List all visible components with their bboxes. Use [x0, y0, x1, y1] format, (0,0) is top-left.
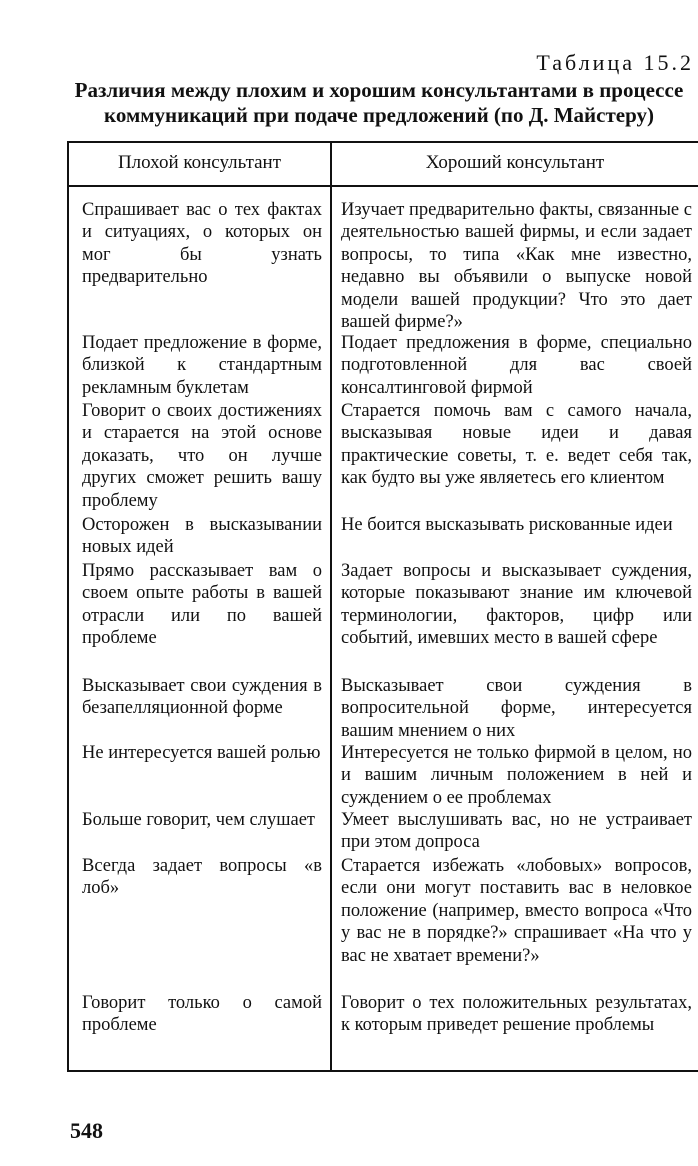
table-number: Таблица 15.2	[536, 50, 694, 75]
row-2-good: Подает предложения в форме, специально подготовленной для вас своей консалтинговой фирмой	[341, 333, 692, 398]
row-1-good: Изучает предварительно факты, связанные с деятельностью вашей фирмы, и если задает вопросы, то типа «Как мне известно, недавно вы объявили о выпуске новой модели вашей продукции? Что это дает вашей фирме?»	[341, 200, 692, 333]
row-10-bad: Говорит только о самой проблеме	[82, 993, 322, 1036]
row-9-good: Старается избежать «лобовых» вопросов, если они могут поставить вас в неловкое положение (например, вместо вопроса «Что у вас не в порядке?» спрашивает «На что у вас не хватает времени?»	[341, 856, 692, 966]
row-3-good: Старается помочь вам с самого начала, высказывая новые идеи и давая практические советы, т. е. ведет себя так, как будто вы уже являетесь его клиентом	[341, 401, 692, 489]
row-5-good: Задает вопросы и высказывает суждения, которые показывают знание им ключевой терминологии, факторов, цифр или событий, имевших место в вашей сфере	[341, 561, 692, 649]
header-good-consultant: Хороший консультант	[425, 152, 605, 173]
row-1-bad: Спрашивает вас о тех фактах и ситуациях, о которых он мог бы узнать предварительно	[82, 200, 322, 288]
row-4-good: Не боится высказывать рискованные идеи	[341, 515, 673, 535]
row-8-good: Умеет выслушивать вас, но не устраивает при этом допроса	[341, 810, 692, 853]
row-5-bad: Прямо рассказывает вам о своем опыте работы в вашей отрасли или по вашей проблеме	[82, 561, 322, 649]
row-10-good: Говорит о тех положительных результатах, к которым приведет решение проблемы	[341, 993, 692, 1036]
table-header-row	[69, 143, 698, 187]
row-6-bad: Высказывает свои суждения в безапелляционной форме	[82, 676, 322, 719]
row-2-bad: Подает предложение в форме, близкой к стандартным рекламным буклетам	[82, 333, 322, 398]
header-bad-consultant: Плохой консультант	[117, 152, 282, 173]
row-8-bad: Больше говорит, чем слушает	[82, 810, 316, 830]
table-caption: Различия между плохим и хорошим консультантами в процессе коммуникаций при подаче предложений (по Д. Майстеру)	[74, 78, 684, 127]
row-3-bad: Говорит о своих достижениях и старается на этой основе доказать, что он лучше других сможет решить вашу проблему	[82, 401, 322, 511]
row-4-bad: Осторожен в высказывании новых идей	[82, 515, 322, 558]
comparison-table	[67, 141, 698, 1072]
column-divider	[330, 143, 332, 1070]
page-number: 548	[70, 1118, 103, 1143]
row-7-good: Интересуется не только фирмой в целом, но и вашим личным положением в ней и суждением о ее проблемах	[341, 743, 692, 808]
row-7-bad: Не интересуется вашей ролью	[82, 743, 321, 763]
row-6-good: Высказывает свои суждения в вопросительной форме, интересуется вашим мнением о них	[341, 676, 692, 741]
row-9-bad: Всегда задает вопросы «в лоб»	[82, 856, 322, 899]
